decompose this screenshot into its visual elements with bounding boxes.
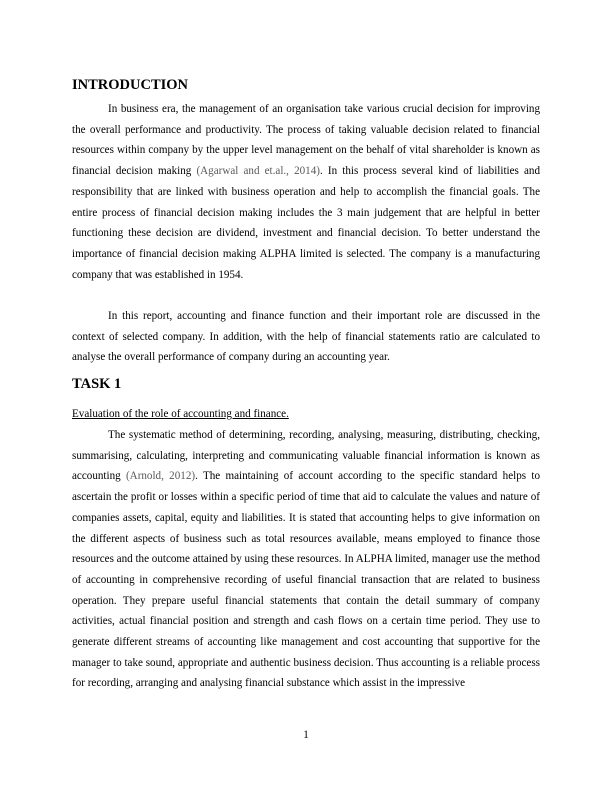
intro-p1-text-a: In business era, the management of an organisation take various crucial decision for improving the overall performance and productivity. The process of taking valuable decision related to financial resources within company by the upper level management on the behalf of vital shareholder is known as financial decision making bbox=[72, 103, 540, 178]
task1-p1-text-b: . The maintaining of account according to the specific standard helps to ascertain the profit or losses within a specific period of time that aid to calculate the values and nature of companies assets, capital, equity and liabilities. It is stated that accounting helps to give information on the different aspects of business such as total resources available, means employed to finance those resources and the outcome attained by using these resources. In ALPHA limited, manager use the method of accounting in comprehensive recording of useful financial transaction that are related to business operation. They prepare useful financial statements that contain the detail summary of company activities, actual financial position and strength and cash flows on a certain time period. They use to generate different streams of accounting like management and cost accounting that supportive for the manager to take sound, appropriate and authentic business decision. Thus accounting is a reliable process for recording, arranging and analysing financial substance which assist in the impressive bbox=[72, 470, 540, 690]
introduction-paragraph-2: In this report, accounting and finance function and their important role are discussed in the context of selected company. In addition, with the help of financial statements ratio are calculated to analyse the overall performance of company during an accounting year. bbox=[72, 310, 540, 364]
page-number: 1 bbox=[303, 729, 309, 741]
task1-heading: TASK 1 bbox=[72, 376, 122, 392]
task1-paragraph-1 bbox=[72, 425, 540, 694]
intro-p1-text-b: . In this process several kind of liabilities and responsibility that are linked with business operation and help to accomplish the financial goals. The entire process of financial decision making includes the 3 main judgement that are helpful in better functioning these decision are dividend, investment and financial decision. To better understand the importance of financial decision making ALPHA limited is selected. The company is a manufacturing company that was established in 1954. bbox=[72, 165, 540, 281]
citation-arnold: (Arnold, 2012) bbox=[125, 470, 196, 483]
task1-subheading: Evaluation of the role of accounting and finance. bbox=[72, 408, 289, 420]
task1-p1-text-a: The systematic method of determining, recording, analysing, measuring, distributing, checking, summarising, calculating, interpreting and communicating valuable financial information is known as accounting bbox=[72, 429, 540, 483]
introduction-paragraph-1 bbox=[72, 99, 540, 285]
introduction-heading: INTRODUCTION bbox=[72, 77, 189, 93]
citation-agarwal: (Agarwal and et.al., 2014) bbox=[196, 165, 320, 178]
